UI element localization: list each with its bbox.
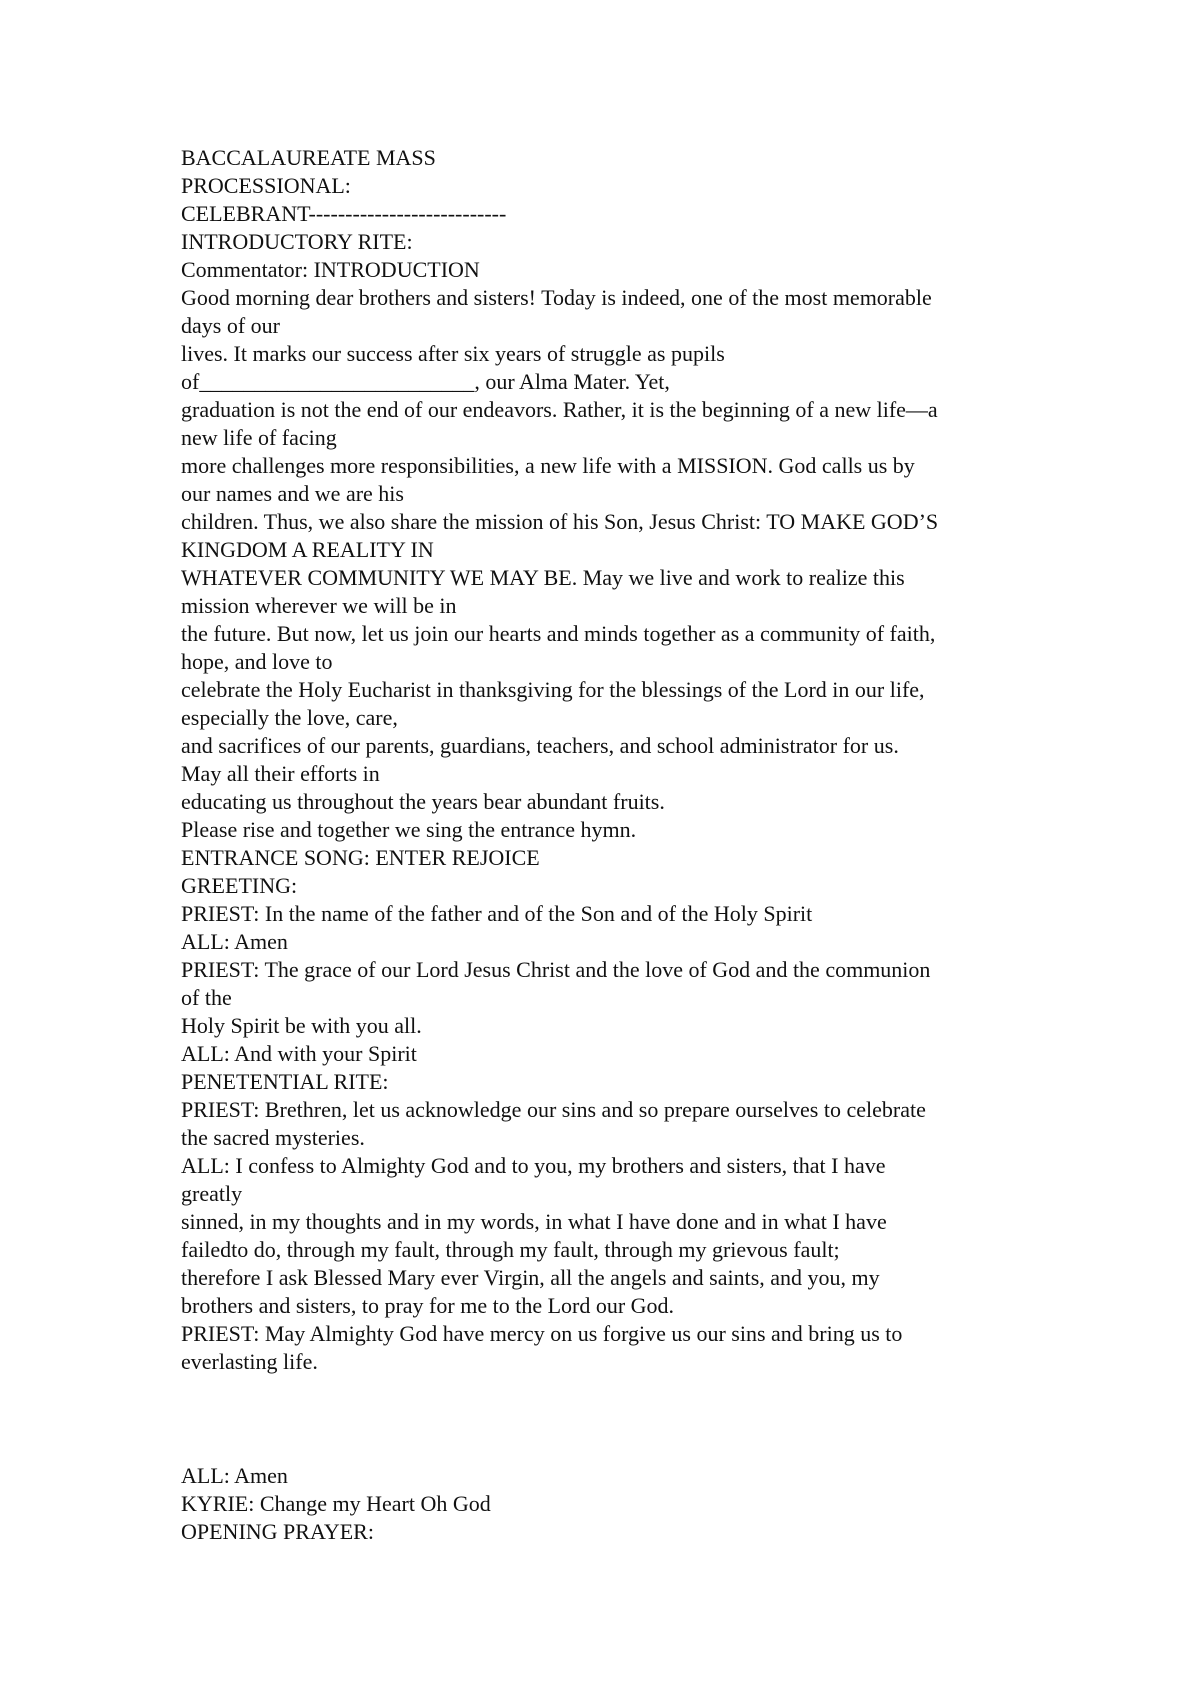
text-line: sinned, in my thoughts and in my words, in what I have done and in what I have	[181, 1209, 887, 1234]
text-line: ALL: I confess to Almighty God and to you, my brothers and sisters, that I have	[181, 1153, 886, 1178]
text-line: ALL: And with your Spirit	[181, 1041, 417, 1066]
text-line: of the	[181, 985, 232, 1010]
text-line: CELEBRANT---------------------------	[181, 201, 507, 226]
text-line: new life of facing	[181, 425, 337, 450]
text-line: therefore I ask Blessed Mary ever Virgin, all the angels and saints, and you, my	[181, 1265, 880, 1290]
text-line: BACCALAUREATE MASS	[181, 145, 436, 170]
text-line: days of our	[181, 313, 280, 338]
text-line: INTRODUCTORY RITE:	[181, 229, 413, 254]
text-line: greatly	[181, 1181, 243, 1206]
text-line: OPENING PRAYER:	[181, 1519, 374, 1544]
text-line: celebrate the Holy Eucharist in thanksgiving for the blessings of the Lord in our life,	[181, 677, 925, 702]
text-line: Good morning dear brothers and sisters! Today is indeed, one of the most memorable	[181, 285, 932, 310]
text-line: ENTRANCE SONG: ENTER REJOICE	[181, 845, 540, 870]
text-line: GREETING:	[181, 873, 298, 898]
text-line: Commentator: INTRODUCTION	[181, 257, 480, 282]
text-line: especially the love, care,	[181, 705, 398, 730]
text-line: PRIEST: Brethren, let us acknowledge our sins and so prepare ourselves to celebrate	[181, 1097, 926, 1122]
text-line: KINGDOM A REALITY IN	[181, 537, 434, 562]
text-line: educating us throughout the years bear abundant fruits.	[181, 789, 665, 814]
text-line: hope, and love to	[181, 649, 333, 674]
text-line: everlasting life.	[181, 1349, 318, 1374]
text-line: PRIEST: In the name of the father and of the Son and of the Holy Spirit	[181, 901, 813, 926]
text-line: ALL: Amen	[181, 1463, 288, 1488]
text-line: graduation is not the end of our endeavors. Rather, it is the beginning of a new life—a	[181, 397, 938, 422]
closing-text-block	[181, 1462, 1041, 1546]
text-line: Please rise and together we sing the entrance hymn.	[181, 817, 637, 842]
text-line: lives. It marks our success after six years of struggle as pupils	[181, 341, 725, 366]
text-line: our names and we are his	[181, 481, 404, 506]
text-line: Holy Spirit be with you all.	[181, 1013, 422, 1038]
text-line: failedto do, through my fault, through my fault, through my grievous fault;	[181, 1237, 840, 1262]
text-line: PRIEST: The grace of our Lord Jesus Christ and the love of God and the communion	[181, 957, 931, 982]
main-text-block	[181, 144, 1041, 1376]
text-line: PRIEST: May Almighty God have mercy on us forgive us our sins and bring us to	[181, 1321, 903, 1346]
text-line: of_________________________, our Alma Mater. Yet,	[181, 369, 670, 394]
text-line: ALL: Amen	[181, 929, 288, 954]
text-line: brothers and sisters, to pray for me to the Lord our God.	[181, 1293, 675, 1318]
text-line: PENETENTIAL RITE:	[181, 1069, 389, 1094]
text-line: May all their efforts in	[181, 761, 380, 786]
text-line: PROCESSIONAL:	[181, 173, 351, 198]
text-line: more challenges more responsibilities, a new life with a MISSION. God calls us by	[181, 453, 915, 478]
text-line: children. Thus, we also share the mission of his Son, Jesus Christ: TO MAKE GOD’S	[181, 509, 939, 534]
text-line: KYRIE: Change my Heart Oh God	[181, 1491, 491, 1516]
text-line: and sacrifices of our parents, guardians, teachers, and school administrator for us.	[181, 733, 899, 758]
text-line: the future. But now, let us join our hearts and minds together as a community of faith,	[181, 621, 936, 646]
text-line: the sacred mysteries.	[181, 1125, 365, 1150]
text-line: WHATEVER COMMUNITY WE MAY BE. May we live and work to realize this	[181, 565, 905, 590]
text-line: mission wherever we will be in	[181, 593, 457, 618]
